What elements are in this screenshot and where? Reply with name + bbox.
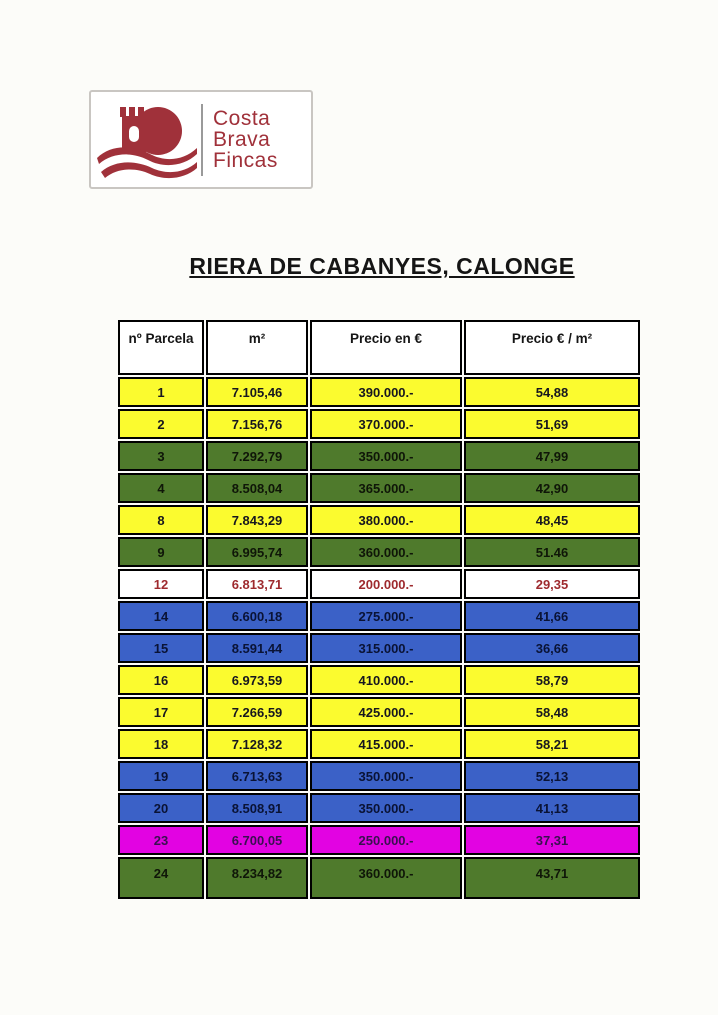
cell-precio: 390.000.- xyxy=(310,377,462,407)
cell-parcela: 4 xyxy=(118,473,204,503)
table-row xyxy=(118,441,640,471)
cell-precio_m2: 58,21 xyxy=(464,729,640,759)
table-row xyxy=(118,857,640,899)
column-header-3: Precio € / m² xyxy=(464,320,640,375)
cell-precio_m2: 51.46 xyxy=(464,537,640,567)
cell-parcela: 12 xyxy=(118,569,204,599)
cell-m2: 7.105,46 xyxy=(206,377,308,407)
cell-precio: 200.000.- xyxy=(310,569,462,599)
table-row xyxy=(118,537,640,567)
logo-wordmark xyxy=(213,108,278,171)
table-row xyxy=(118,825,640,855)
table-row xyxy=(118,665,640,695)
parcelas-table xyxy=(116,318,642,901)
cell-precio: 350.000.- xyxy=(310,793,462,823)
table-row xyxy=(118,409,640,439)
cell-precio_m2: 51,69 xyxy=(464,409,640,439)
cell-parcela: 24 xyxy=(118,857,204,899)
cell-precio: 360.000.- xyxy=(310,857,462,899)
table-row xyxy=(118,569,640,599)
cell-precio_m2: 42,90 xyxy=(464,473,640,503)
cell-m2: 8.591,44 xyxy=(206,633,308,663)
cell-precio: 360.000.- xyxy=(310,537,462,567)
column-header-0: nº Parcela xyxy=(118,320,204,375)
cell-m2: 8.234,82 xyxy=(206,857,308,899)
header-row xyxy=(118,320,640,375)
table-row xyxy=(118,377,640,407)
cell-m2: 6.813,71 xyxy=(206,569,308,599)
cell-precio: 350.000.- xyxy=(310,761,462,791)
cell-precio_m2: 47,99 xyxy=(464,441,640,471)
cell-precio_m2: 54,88 xyxy=(464,377,640,407)
cell-precio: 365.000.- xyxy=(310,473,462,503)
cell-precio_m2: 48,45 xyxy=(464,505,640,535)
table-row xyxy=(118,761,640,791)
cell-parcela: 16 xyxy=(118,665,204,695)
castle-waves-icon xyxy=(95,98,199,182)
cell-m2: 6.713,63 xyxy=(206,761,308,791)
cell-parcela: 9 xyxy=(118,537,204,567)
cell-precio_m2: 43,71 xyxy=(464,857,640,899)
cell-m2: 7.128,32 xyxy=(206,729,308,759)
table-header xyxy=(118,320,640,375)
table-body xyxy=(118,377,640,899)
logo-line: Fincas xyxy=(213,149,278,172)
cell-parcela: 2 xyxy=(118,409,204,439)
cell-precio: 380.000.- xyxy=(310,505,462,535)
logo-line: Brava xyxy=(213,128,271,151)
cell-parcela: 18 xyxy=(118,729,204,759)
cell-m2: 7.266,59 xyxy=(206,697,308,727)
cell-precio_m2: 58,48 xyxy=(464,697,640,727)
logo-divider xyxy=(201,104,203,176)
cell-parcela: 20 xyxy=(118,793,204,823)
cell-m2: 7.292,79 xyxy=(206,441,308,471)
cell-m2: 8.508,91 xyxy=(206,793,308,823)
cell-parcela: 3 xyxy=(118,441,204,471)
cell-parcela: 19 xyxy=(118,761,204,791)
page-title: RIERA DE CABANYES, CALONGE xyxy=(189,253,575,279)
table-row xyxy=(118,633,640,663)
cell-precio_m2: 37,31 xyxy=(464,825,640,855)
column-header-2: Precio en € xyxy=(310,320,462,375)
cell-parcela: 15 xyxy=(118,633,204,663)
logo-line: Costa xyxy=(213,107,271,130)
cell-m2: 7.843,29 xyxy=(206,505,308,535)
cell-m2: 6.973,59 xyxy=(206,665,308,695)
cell-m2: 6.700,05 xyxy=(206,825,308,855)
cell-precio: 275.000.- xyxy=(310,601,462,631)
cell-precio_m2: 36,66 xyxy=(464,633,640,663)
cell-m2: 7.156,76 xyxy=(206,409,308,439)
cell-m2: 6.995,74 xyxy=(206,537,308,567)
cell-m2: 8.508,04 xyxy=(206,473,308,503)
table-row xyxy=(118,729,640,759)
cell-precio_m2: 41,13 xyxy=(464,793,640,823)
cell-parcela: 23 xyxy=(118,825,204,855)
cell-parcela: 17 xyxy=(118,697,204,727)
table-row xyxy=(118,793,640,823)
cell-parcela: 8 xyxy=(118,505,204,535)
cell-precio: 370.000.- xyxy=(310,409,462,439)
table-row xyxy=(118,505,640,535)
cell-precio_m2: 52,13 xyxy=(464,761,640,791)
cell-precio_m2: 58,79 xyxy=(464,665,640,695)
table-row xyxy=(118,601,640,631)
cell-precio_m2: 41,66 xyxy=(464,601,640,631)
cell-precio: 350.000.- xyxy=(310,441,462,471)
cell-precio: 410.000.- xyxy=(310,665,462,695)
cell-precio: 250.000.- xyxy=(310,825,462,855)
cell-m2: 6.600,18 xyxy=(206,601,308,631)
logo xyxy=(89,90,313,189)
cell-precio_m2: 29,35 xyxy=(464,569,640,599)
cell-precio: 415.000.- xyxy=(310,729,462,759)
cell-precio: 315.000.- xyxy=(310,633,462,663)
cell-parcela: 1 xyxy=(118,377,204,407)
table-row xyxy=(118,697,640,727)
cell-precio: 425.000.- xyxy=(310,697,462,727)
column-header-1: m² xyxy=(206,320,308,375)
cell-parcela: 14 xyxy=(118,601,204,631)
table-row xyxy=(118,473,640,503)
